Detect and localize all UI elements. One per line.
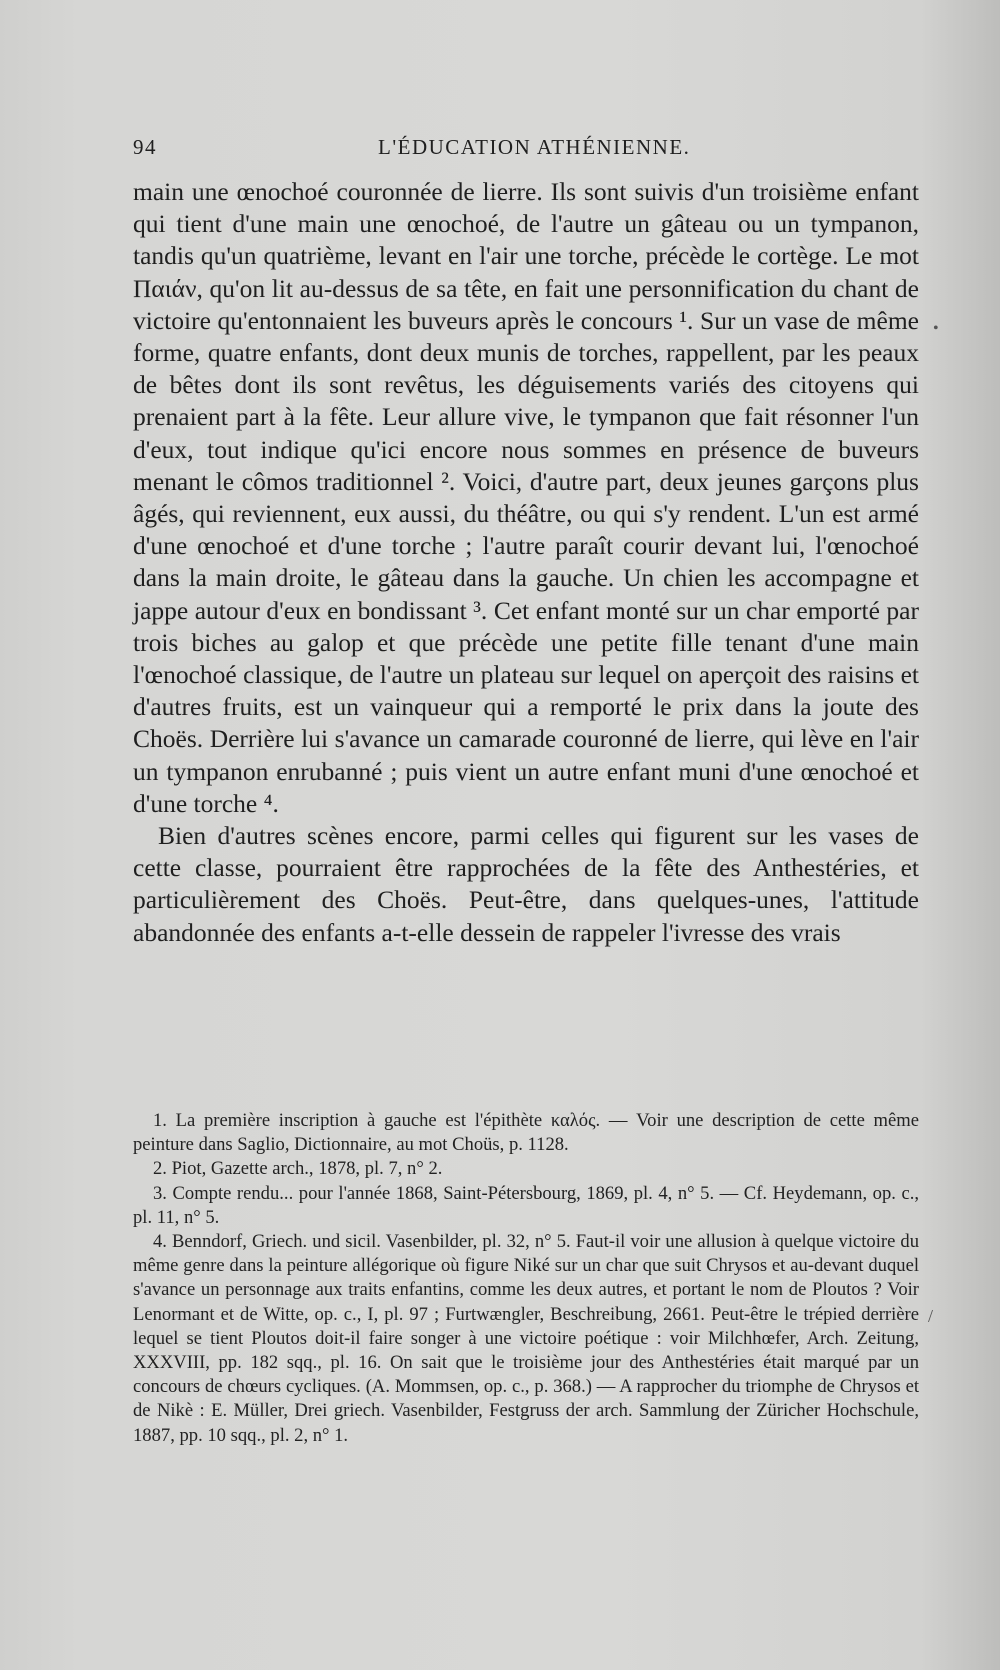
footnote: 3. Compte rendu... pour l'année 1868, Saint-Pétersbourg, 1869, pl. 4, n° 5. — Cf. Heydemann, op. c., pl. 11, n° 5. <box>133 1182 919 1228</box>
page-number: 94 <box>133 135 157 159</box>
running-head <box>133 135 883 165</box>
running-title: L'ÉDUCATION ATHÉNIENNE. <box>378 135 691 159</box>
footnote: 1. La première inscription à gauche est l'épithète καλός. — Voir une description de cette même peinture dans Saglio, Dictionnaire, au mot Choüs, p. 1128. <box>133 1110 919 1156</box>
footnotes <box>133 1109 919 1448</box>
margin-dot-mark: • <box>933 320 939 337</box>
footnote: 2. Piot, Gazette arch., 1878, pl. 7, n° 2. <box>153 1158 443 1180</box>
paragraph: Bien d'autres scènes encore, parmi celles qui figurent sur les vases de cette classe, pourraient être rapprochées de la fête des Anthestéries, et particulièrement des Choës. Peut-être, dans quelques-unes, l'attitude abandonnée des enfants a-t-elle dessein de rappeler l'ivresse des vrais <box>133 821 919 947</box>
margin-slash-mark: / <box>928 1306 934 1326</box>
main-text <box>133 176 919 949</box>
paragraph: main une œnochoé couronnée de lierre. Ils sont suivis d'un troisième enfant qui tient d'une main une œnochoé, de l'autre un gâteau ou un tympanon, tandis qu'un quatrième, levant en l'air une torche, précède le cortège. Le mot Παιάν, qu'on lit au-dessus de sa tête, en fait une personnification du chant de victoire qu'entonnaient les buveurs après le concours ¹. Sur un vase de même forme, quatre enfants, dont deux munis de torches, rappellent, par les peaux de bêtes dont ils sont revêtus, les déguisements variés des citoyens qui prenaient part à la fête. Leur allure vive, le tympanon que fait résonner l'un d'eux, tout indique qu'ici encore nous sommes en présence de buveurs menant le cômos traditionnel ². Voici, d'autre part, deux jeunes garçons plus âgés, qui reviennent, eux aussi, du théâtre, ou qui s'y rendent. L'un est armé d'une œnochoé et d'une torche ; l'autre paraît courir devant lui, l'œnochoé dans la main droite, le gâteau dans la gauche. Un chien les accompagne et jappe autour d'eux en bondissant ³. Cet enfant monté sur un char emporté par trois biches au galop et que précède une petite fille tenant d'une main l'œnochoé classique, de l'autre un plateau sur lequel on aperçoit des raisins et d'autres fruits, est un vainqueur qui a remporté le prix dans la joute des Choës. Derrière lui s'avance un camarade couronné de lierre, qui lève en l'air un tympanon enrubanné ; puis vient un autre enfant muni d'une œnochoé et d'une torche ⁴. <box>133 177 919 818</box>
footnote: 4. Benndorf, Griech. und sicil. Vasenbilder, pl. 32, n° 5. Faut-il voir une allusion à quelque victoire du même genre dans la peinture allégorique où figure Niké sur un char que suit Chrysos et au-devant duquel s'avance un personnage aux traits enfantins, comme les deux autres, et portant le nom de Ploutos ? Voir Lenormant et de Witte, op. c., I, pl. 97 ; Furtwængler, Beschreibung, 2661. Peut-être le trépied derrière lequel se tient Ploutos doit-il faire songer à une victoire poétique : voir Milchhœfer, Arch. Zeitung, XXXVIII, pp. 182 sqq., pl. 16. On sait que le troisième jour des Anthestéries était marqué par un concours de chœurs cycliques. (A. Mommsen, op. c., p. 368.) — A rapprocher du triomphe de Chrysos et de Nikè : E. Müller, Drei griech. Vasenbilder, Festgruss der arch. Sammlung der Züricher Hochschule, 1887, pp. 10 sqq., pl. 2, n° 1. <box>133 1231 919 1446</box>
